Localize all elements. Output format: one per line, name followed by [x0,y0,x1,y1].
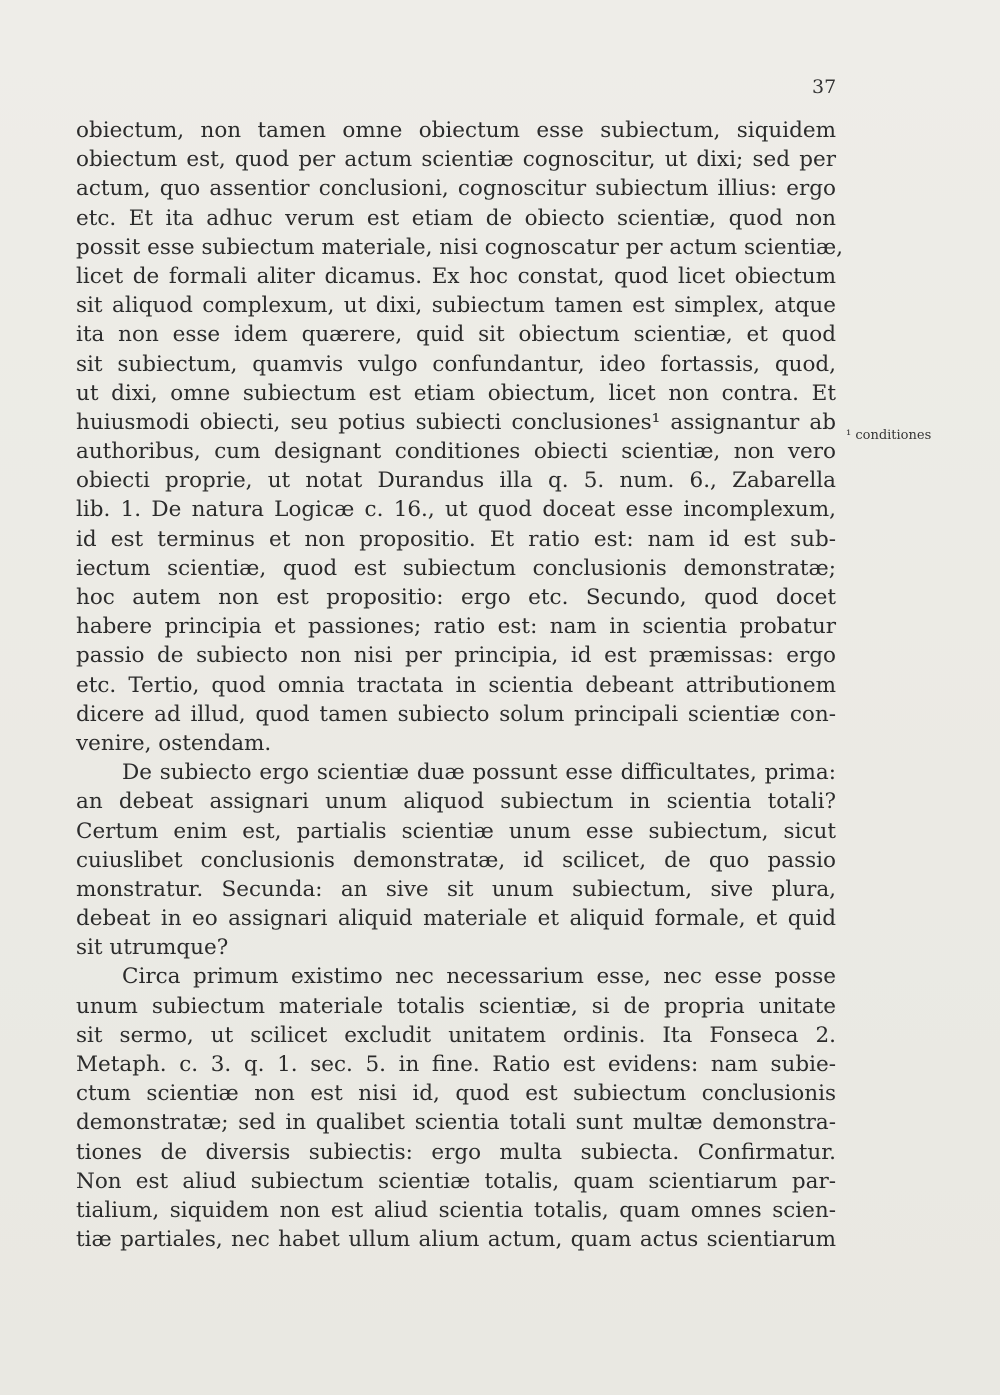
text-line: debeat in eo assignari aliquid materiale et aliquid formale, et quid [76,906,836,932]
text-line: licet de formali aliter dicamus. Ex hoc constat, quod licet obiectum [76,263,836,289]
text-line: authoribus, cum designant conditiones obiecti scientiæ, non vero [76,439,836,465]
page-number: 37 [812,76,837,98]
text-line: monstratur. Secunda: an sive sit unum subiectum, sive plura, [76,876,836,902]
text-line: demonstratæ; sed in qualibet scientia totali sunt multæ demonstra- [76,1110,836,1136]
text-line: Non est aliud subiectum scientiæ totalis, quam scientiarum par- [76,1168,836,1194]
text-line: unum subiectum materiale totalis scientiæ, si de propria unitate [76,993,836,1019]
text-line: venire, ostendam. [76,730,272,756]
text-line: Certum enim est, partialis scientiæ unum esse subiectum, sicut [76,818,836,844]
body-text [76,116,844,1254]
text-line: obiectum, non tamen omne obiectum esse subiectum, siquidem [76,118,836,143]
text-line: tialium, siquidem non est aliud scientia totalis, quam omnes scien- [76,1197,836,1223]
text-line: hoc autem non est propositio: ergo etc. Secundo, quod docet [76,585,836,610]
text-line: tiæ partiales, nec habet ullum alium actum, quam actus scientiarum [76,1227,836,1253]
text-line: etc. Tertio, quod omnia tractata in scientia debeant attributionem [76,672,836,698]
text-line: ita non esse idem quærere, quid sit obiectum scientiæ, et quod [76,322,836,348]
text-line: sit sermo, ut scilicet excludit unitatem ordinis. Ita Fonseca 2. [76,1022,836,1048]
text-line: possit esse subiectum materiale, nisi cognoscatur per actum scientiæ, [76,234,844,260]
text-line: tiones de diversis subiectis: ergo multa subiecta. Confirmatur. [76,1139,836,1165]
text-line: De subiecto ergo scientiæ duæ possunt esse difficultates, prima: [122,760,836,786]
text-line: sit utrumque? [76,935,229,961]
text-line: habere principia et passiones; ratio est: nam in scientia probatur [76,614,836,640]
margin-note: ¹ conditiones [846,428,932,443]
text-line: iectum scientiæ, quod est subiectum conclusionis demonstratæ; [76,555,836,581]
text-line: Metaph. c. 3. q. 1. sec. 5. in fine. Ratio est evidens: nam subie- [76,1052,836,1077]
text-line: an debeat assignari unum aliquod subiectum in scientia totali? [76,789,836,815]
text-line: passio de subiecto non nisi per principia, id est præmissas: ergo [76,643,836,669]
text-line: huiusmodi obiecti, seu potius subiecti conclusiones¹ assignantur ab [76,409,836,435]
text-line: cuiuslibet conclusionis demonstratæ, id scilicet, de quo passio [76,847,836,873]
text-line: obiectum est, quod per actum scientiæ cognoscitur, ut dixi; sed per [76,147,836,173]
text-line: id est terminus et non propositio. Et ratio est: nam id est sub- [76,526,836,552]
text-line: obiecti proprie, ut notat Durandus illa q. 5. num. 6., Zabarella [76,468,836,494]
text-line: dicere ad illud, quod tamen subiecto solum principali scientiæ con- [76,701,836,727]
text-line: ut dixi, omne subiectum est etiam obiectum, licet non contra. Et [76,380,836,406]
text-line: Circa primum existimo nec necessarium esse, nec esse posse [122,964,836,990]
text-line: ctum scientiæ non est nisi id, quod est subiectum conclusionis [76,1081,836,1107]
text-line: sit aliquod complexum, ut dixi, subiectum tamen est simplex, atque [76,293,836,319]
text-line: etc. Et ita adhuc verum est etiam de obiecto scientiæ, quod non [76,205,836,231]
text-line: actum, quo assentior conclusioni, cognoscitur subiectum illius: ergo [76,176,836,202]
text-line: lib. 1. De natura Logicæ c. 16., ut quod doceat esse incomplexum, [76,497,836,523]
text-line: sit subiectum, quamvis vulgo confundantur, ideo fortassis, quod, [76,351,836,377]
